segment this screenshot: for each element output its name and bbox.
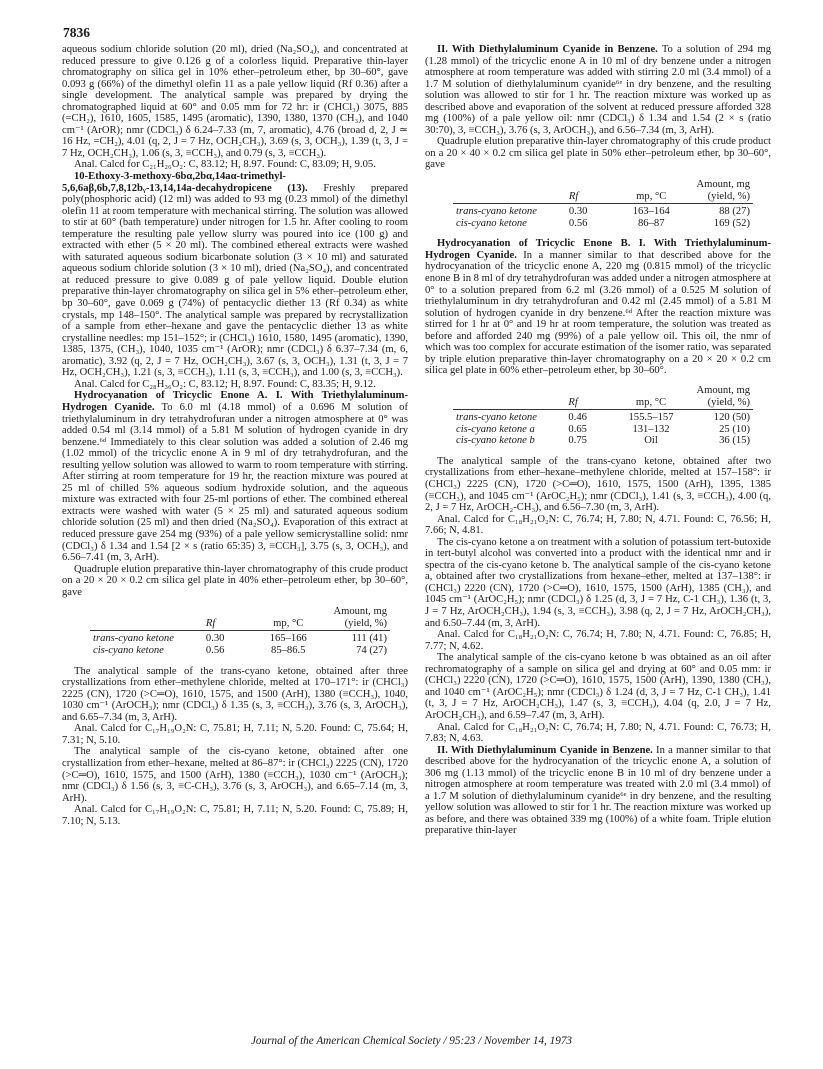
cell-mp: 131–132 [632,423,670,435]
table-row [90,631,390,645]
section-heading: Hydrocyanation of Tricyclic Enone A. I. With Triethylaluminum-Hydrogen Cyanide. [62,390,408,413]
paragraph [62,666,408,724]
cell-amount: 36 (15) [719,435,750,447]
cell-mp: Oil [644,435,658,447]
table-header-row [453,179,753,204]
cell-rf: 0.56 [205,645,225,657]
table-row [453,424,753,436]
paragraph-text: The analytical sample of the cis-cyano ketone, obtained after one crystallization from ether–hexane, melted at 86–87°: ir (CHCl₃) 2225 (CN), 1720 (>C═O), 1610, 1575, and 1500 (ArH), 1380 (≡CCH₃), 1030 cm⁻¹ (ArOCH₃); nmr (CDCl₃) δ 1.56 (s, 3, ≡C-CH₃), 3.76 (s, 3, ArOCH₃), and 6.65–7.14 (m, 3, ArH). [62,746,408,804]
column-header-compound [90,606,203,631]
cell-compound: cis-cyano ketone [456,217,527,229]
cell-amount: 88 (27) [719,206,750,218]
paragraph-text: The analytical sample of the trans-cyano ketone, obtained after three crystallizations from ether–methylene chloride, melted at 170–171°: ir (CHCl₃) 2225 (CN), 1720 (>C═O), 1610, 1575, and 1500 (ArH), 1380 (≡CCH₃), 1040, 1030 cm⁻¹ (ArOCH₃); nmr (CDCl₃) δ 1.35 (s, 3, ≡CCH₃), 3.76 (s, 3, ArOCH₃), and 6.65–7.34 (m, 3, ArH). [62,665,408,723]
paragraph-text: Anal. Calcd for C₁₈H₂₁O₂N: C, 76.74; H, 7.80; N, 4.71. Found: C, 76.56; H, 7.66; N, 4.81. [425,513,771,537]
paragraph [62,44,408,159]
paragraph [425,745,771,837]
column-header-mp: mp, °C [620,179,683,204]
paragraph-text: The analytical sample of the cis-cyano ketone b was obtained as an oil after rechromatography of a sample on silica gel and drying at 60° and 0.05 mm: ir (CHCl₃) 2220 (CN), 1720 (>C═O), 1610, 1575, 1500 (ArH), 1390, 1380 (CH₃), and 1040 cm⁻¹ (ArOC₂H₅); nmr (CDCl₃) δ 1.24 (d, 3, J = 7 Hz, C-1 CH₃), 1.41 (t, 3, J = 7 Hz, ArOCH₂CH₃), 1.47 (s, 3, ≡CCH₃), 4.04 (q, 2.0, J = 7 Hz, ArOCH₂CH₃), and 6.59–7.47 (m, 3, ArH). [425,652,771,721]
cell-mp: 165–166 [269,633,307,645]
paragraph-text: Anal. Calcd for C₁₈H₂₁O₂N: C, 76.74; H, 7.80; N, 4.71. Found: C, 76.73; H, 7.83; N, 4.63. [425,721,771,745]
cell-compound: cis-cyano ketone a [456,423,535,435]
column-header-amount-line1: Amount, mg [696,179,750,191]
paragraph [425,456,771,514]
column-header-amount [683,179,753,204]
paragraph-text: Anal. Calcd for C₂₁H₂₆O₂: C, 83.12; H, 8.97. Found: C, 83.09; H, 9.05. [74,159,376,171]
paragraph [62,379,408,391]
table-row [453,218,753,230]
cell-mp: 85–86.5 [271,645,306,657]
section-heading: 10-Ethoxy-3-methoxy-6bα,2bα,14aα-trimethyl-5,6,6aβ,6b,7,8,12bᵧ-13,14,14a-decahydropicene (13). [62,171,308,194]
table-row [453,435,753,447]
journal-footer: Journal of the American Chemical Society / 95:23 / November 14, 1973 [250,1035,573,1047]
cell-compound: trans-cyano ketone [456,206,537,218]
paragraph [62,564,408,599]
paragraph-text: To a solution of 294 mg (1.28 mmol) of the tricyclic enone A in 10 ml of dry benzene under a nitrogen atmosphere at room temperature was added with stirring 2.0 ml (3.4 mmol) of a 1.7 M solution of diethylaluminum cyanide⁶ᵉ in dry benzene, and the resulting solution was allowed to stir for 1 hr. The reaction mixture was worked up as described above and evaporation of the solvent at reduced pressure afforded 328 mg (100%) of a pale yellow oil: nmr (CDCl₃) δ 1.34 and 1.54 (2 × s (ratio 30:70), 3, ≡CCH₃), 3.76 (s, 3, ArOCH₃), and 6.56–7.34 (m, 3, ArH). [425,44,771,136]
cell-amount: 120 (50) [713,412,750,424]
column-header-rf: Rf [566,179,620,204]
column-header-amount [320,606,390,631]
column-header-amount-line2: (yield, %) [707,396,750,408]
cell-rf: 0.56 [568,217,588,229]
paragraph [425,652,771,721]
column-header-amount-line2: (yield, %) [707,190,750,202]
cell-amount: 74 (27) [356,645,387,657]
paragraph [425,514,771,537]
paragraph-text: Anal. Calcd for C₂₈H₃₆O₂: C, 83.12; H, 8.97. Found: C, 83.35; H, 9.12. [74,378,376,390]
paragraph-text: Anal. Calcd for C₁₇H₁₉O₂N: C, 75.81; H, 7.11; N, 5.20. Found: C, 75.64; H, 7.31; N, 5.10. [62,723,408,746]
table-row [453,410,753,424]
column-header-amount [683,385,753,410]
table-row [453,204,753,218]
paragraph [425,44,771,136]
paragraph [62,804,408,827]
paragraph [425,629,771,652]
right-column-paragraphs [425,44,771,171]
cell-rf: 0.65 [568,423,587,435]
section-heading: Hydrocyanation of Tricyclic Enone B. I. With Triethylaluminum-Hydrogen Cyanide. [425,238,771,261]
results-table-enone-a-diethylaluminum [453,179,753,229]
cell-compound: trans-cyano ketone [93,633,174,645]
compound-table [453,179,753,229]
paragraph-text: aqueous sodium chloride solution (20 ml), dried (Na₂SO₄), and concentrated at reduced pressure to give 0.126 g of a colorless liquid. Preparative thin-layer chromatography on silica gel in 10% ether–petroleum ether, bp 30–60°, gave 0.093 g (66%) of the dimethyl olefin 11 as a pale yellow liquid (Rf 0.36) after a single development. The analytical sample was prepared by drying the chromatographed liquid at 60° and 0.05 mm for 72 hr: ir (CHCl₃) 3075, 885 (=CH₂), 1610, 1605, 1585, 1495 (aromatic), 1390, 1380, 1370 (CH₃), and 1040 cm⁻¹ (ArOR); nmr (CDCl₃) δ 6.24–7.33 (m, 7, aromatic), 4.76 (broad d, 2, J ≃ 16 Hz, =CH₂), 4.01 (q, 2, J = 7 Hz, OCH₂CH₃), 3.69 (s, 3, OCH₃), 1.39 (t, 3, J = 7 Hz, OCH₂CH₃), 1.06 (s, 3, ≡CCH₃), and 0.79 (s, 3, ≡CCH₃). [62,44,408,159]
column-header-amount-line1: Amount, mg [333,606,387,618]
column-header-rf: Rf [203,606,257,631]
table-row [90,645,390,657]
paragraph [425,722,771,745]
cell-mp: 155.5–157 [628,412,674,424]
right-column [425,44,771,837]
paragraph-text: To 6.0 ml (4.18 mmol) of a 0.696 M solution of triethylaluminum in dry tetrahydrofuran under a nitrogen atmosphere at 0° was added 0.54 ml (3.14 mmol) of a 5.81 M solution of hydrogen cyanide in dry benzene.⁶ᵈ Immediately to this clear solution was added a solution of 2.46 mg (1.02 mmol) of the tricyclic enone A in 9 ml of dry tetrahydrofuran, and the resulting yellow solution was allowed to warm to room temperature with stirring. After stirring at room temperature for 19 hr, the reaction mixture was poured at 25 ml of chilled 5% aqueous sodium hydroxide solution, and the aqueous mixture was extracted with four 25-ml portions of ether. The combined ethereal extracts were washed with water (5 × 25 ml) and saturated aqueous sodium chloride solution (25 ml) and then dried (Na₂SO₄). Evaporation of this extract at reduced pressure gave 254 mg (93%) of a pale yellow semicrystalline solid: nmr (CDCl₃) δ 1.34 and 1.54 [2 × s (ratio 65:35) 3, ≡CCH₃], 3.75 (s, 3, OCH₃), and 6.56–7.41 (m, 3, ArH). [62,401,408,564]
paragraph [425,537,771,629]
left-column [62,44,408,827]
cell-rf: 0.30 [205,633,225,645]
paragraph [425,238,771,377]
paragraph [62,159,408,171]
cell-rf: 0.75 [568,435,587,447]
compound-table [453,385,753,447]
column-header-amount-line2: (yield, %) [344,617,387,629]
cell-mp: 86–87 [638,217,665,229]
right-column-end-paragraphs [425,456,771,837]
page-number: 7836 [63,25,90,40]
cell-rf: 0.30 [568,206,588,218]
results-table-enone-b-triethylaluminum [453,385,753,447]
table-header-row [90,606,390,631]
cell-amount: 111 (41) [351,633,387,645]
paragraph [425,136,771,171]
paragraph-text: Anal. Calcd for C₁₇H₁₉O₂N: C, 75.81; H, 7.11; N, 5.20. Found: C, 75.89; H, 7.10; N, 5.13. [62,804,408,827]
paragraph-text: Anal. Calcd for C₁₈H₂₁O₂N: C, 76.74; H, 7.80; N, 4.71. Found: C, 76.85; H, 7.77; N, 4.62. [425,629,771,652]
paragraph [62,746,408,804]
cell-compound: cis-cyano ketone [93,645,164,657]
table-header-row [453,385,753,410]
section-heading: II. With Diethylaluminum Cyanide in Benzene. [437,744,653,756]
left-column-paragraphs [62,44,408,598]
section-heading: II. With Diethylaluminum Cyanide in Benzene. [437,44,658,55]
paragraph [62,171,408,379]
cell-compound: cis-cyano ketone b [456,435,535,447]
paragraph-text: The analytical sample of the trans-cyano ketone, obtained after two crystallizations from ether–hexane–methylene chloride, melted at 157–158°: ir (CHCl₃) 2225 (CN), 1720 (>C═O), 1610, 1575, 1500 (ArH), 1395, 1385 (≡CCH₃), and 1045 cm⁻¹ (ArOC₂H₅); nmr (CDCl₃), 1.41 (s, 3, ≡CCH₃), 4.00 (q, 2, J = 7 Hz, ArOCH₂-CH₃), and 6.56–7.30 (m, 3, ArH). [425,455,771,514]
paragraph-text: Freshly prepared poly(phosphoric acid) (12 ml) was added to 93 mg (0.23 mmol) of the dimethyl olefin 11 at room temperature with mechanical stirring. The solution was allowed to stir at 60° (bath temperature) under nitrogen for 1.5 hr. After cooling to room temperature the resulting pale yellow slurry was poured into ice (100 g) and extracted with ether (5 × 20 ml). The combined ethereal extracts were washed with saturated aqueous sodium bicarbonate solution (3 × 10 ml) and saturated aqueous sodium chloride solution (3 × 10 ml), dried (Na₂SO₄), and concentrated at reduced pressure to give 0.089 g of pale yellow liquid. Double elution preparative thin-layer chromatography on silica gel in 5% ether–petroleum ether, bp 30–60°, gave 0.069 g (74%) of pentacyclic diether 13 (Rf 0.34) as white crystals, mp 148–150°. The analytical sample was prepared by recrystallization of a sample from ether–hexane and gave the pentacyclic diether 13 as white crystalline needles: mp 151–152°; ir (CHCl₃) 1610, 1580, 1495 (aromatic), 1390, 1385, 1375, (CH₃), 1040, 1035 cm⁻¹ (ArOR); nmr (CDCl₃) δ 6.37–7.34 (m, 6, aromatic), 3.92 (q, 2, J = 7 Hz, OCH₂CH₃), 3.67 (s, 3, OCH₃), 1.31 (t, 3, J = 7 Hz, OCH₂CH₃), 1.21 (s, 3, ≡CCH₃), 1.11 (s, 3, ≡CCH₃), and 1.00 (s, 3, ≡CCH₃). [62,182,408,379]
cell-mp: 163–164 [632,206,670,218]
cell-rf: 0.46 [568,412,587,424]
column-header-compound [453,179,566,204]
results-table-enone-a-triethylaluminum [90,606,390,656]
column-header-mp: mp, °C [257,606,320,631]
column-header-amount-line1: Amount, mg [696,384,750,396]
paragraph [62,723,408,746]
paragraph-text: The cis-cyano ketone a on treatment with a solution of potassium tert-butoxide in tert-butyl alcohol was converted into a product with the identical nmr and ir spectra of the cis-cyano ketone b. The analytical sample of the cis-cyano ketone a, obtained after two crystallizations from hexane–ether, melted at 137–138°: ir (CHCl₃) 2220 (CN), 1720 (>C═O), 1610, 1575, 1500 (ArH), 1385 (CH₃), and 1045 cm⁻¹ (ArOC₂H₅); nmr (CDCl₃) δ 1.25 (d, 3, J = 7 Hz, C-1 CH₃), 1.36 (t, 3, J = 7 Hz, ArOCH₂CH₃), 1.94 (s, 3, ≡CCH₃), 3.98 (q, 2, J = 7 Hz, ArOCH₂CH₃), and 6.50–7.44 (m, 3, ArH). [425,536,771,629]
cell-compound: trans-cyano ketone [456,412,537,424]
paragraph [62,390,408,563]
paragraph-text: Quadruple elution preparative thin-layer chromatography of this crude product on a 20 × 40 × 0.2 cm silica gel plate in 50% ether–petroleum ether, bp 30–60°, gave [425,136,771,171]
column-header-rf: Rf [565,385,619,410]
paragraph-text: In a manner similar to that described above for the hydrocyanation of the tricyclic enone A, a solution of 306 mg (1.13 mmol) of the tricyclic enone B in 10 ml of dry benzene under a nitrogen atmosphere at room temperature was treated with 2.0 ml (3.4 mmol) of a 1.7 M solution of diethylaluminum cyanide⁶ᵉ in dry benzene, and the resulting yellow solution was allowed to stir for 1 hr. The reaction mixture was worked up as before, and there was obtained 339 mg (100%) of a white foam. Triple elution preparative thin-layer [425,744,771,837]
right-column-mid-paragraphs [425,238,771,377]
compound-table [90,606,390,656]
cell-amount: 169 (52) [713,217,750,229]
paragraph-text: Quadruple elution preparative thin-layer chromatography of this crude product on a 20 × 20 × 0.2 cm silica gel plate in 40% ether–petroleum ether, bp 30–60°, gave [62,563,408,598]
left-column-paragraphs-after-table [62,666,408,828]
paragraph-text: In a manner similar to that described above for the hydrocyanation of the tricyclic enone A, 220 mg (0.815 mmol) of the tricyclic enone B in 8 ml of dry tetrahydrofuran was added under a nitrogen atmosphere at 0° to a solution prepared from 6.2 ml (3.26 mmol) of a 0.525 M solution of triethylaluminum in dry tetrahydrofuran and 0.42 ml (2.45 mmol) of a 5.81 M solution of hydrogen cyanide in dry benzene.⁶ᵈ After the reaction mixture was stirred for 1 hr at 0° and 19 hr at room temperature, the solution was treated as before and afforded 240 mg (99%) of a pale yellow oil. This oil, the nmr of which was too complex for accurate estimation of the isomer ratio, was separated by triple elution preparative thin-layer chromatography on a 20 × 20 × 0.2 cm silica gel plate in 60% ether–petroleum ether, bp 30–60°. [425,249,771,377]
column-header-compound [453,385,565,410]
cell-amount: 25 (10) [719,423,750,435]
column-header-mp: mp, °C [619,385,683,410]
